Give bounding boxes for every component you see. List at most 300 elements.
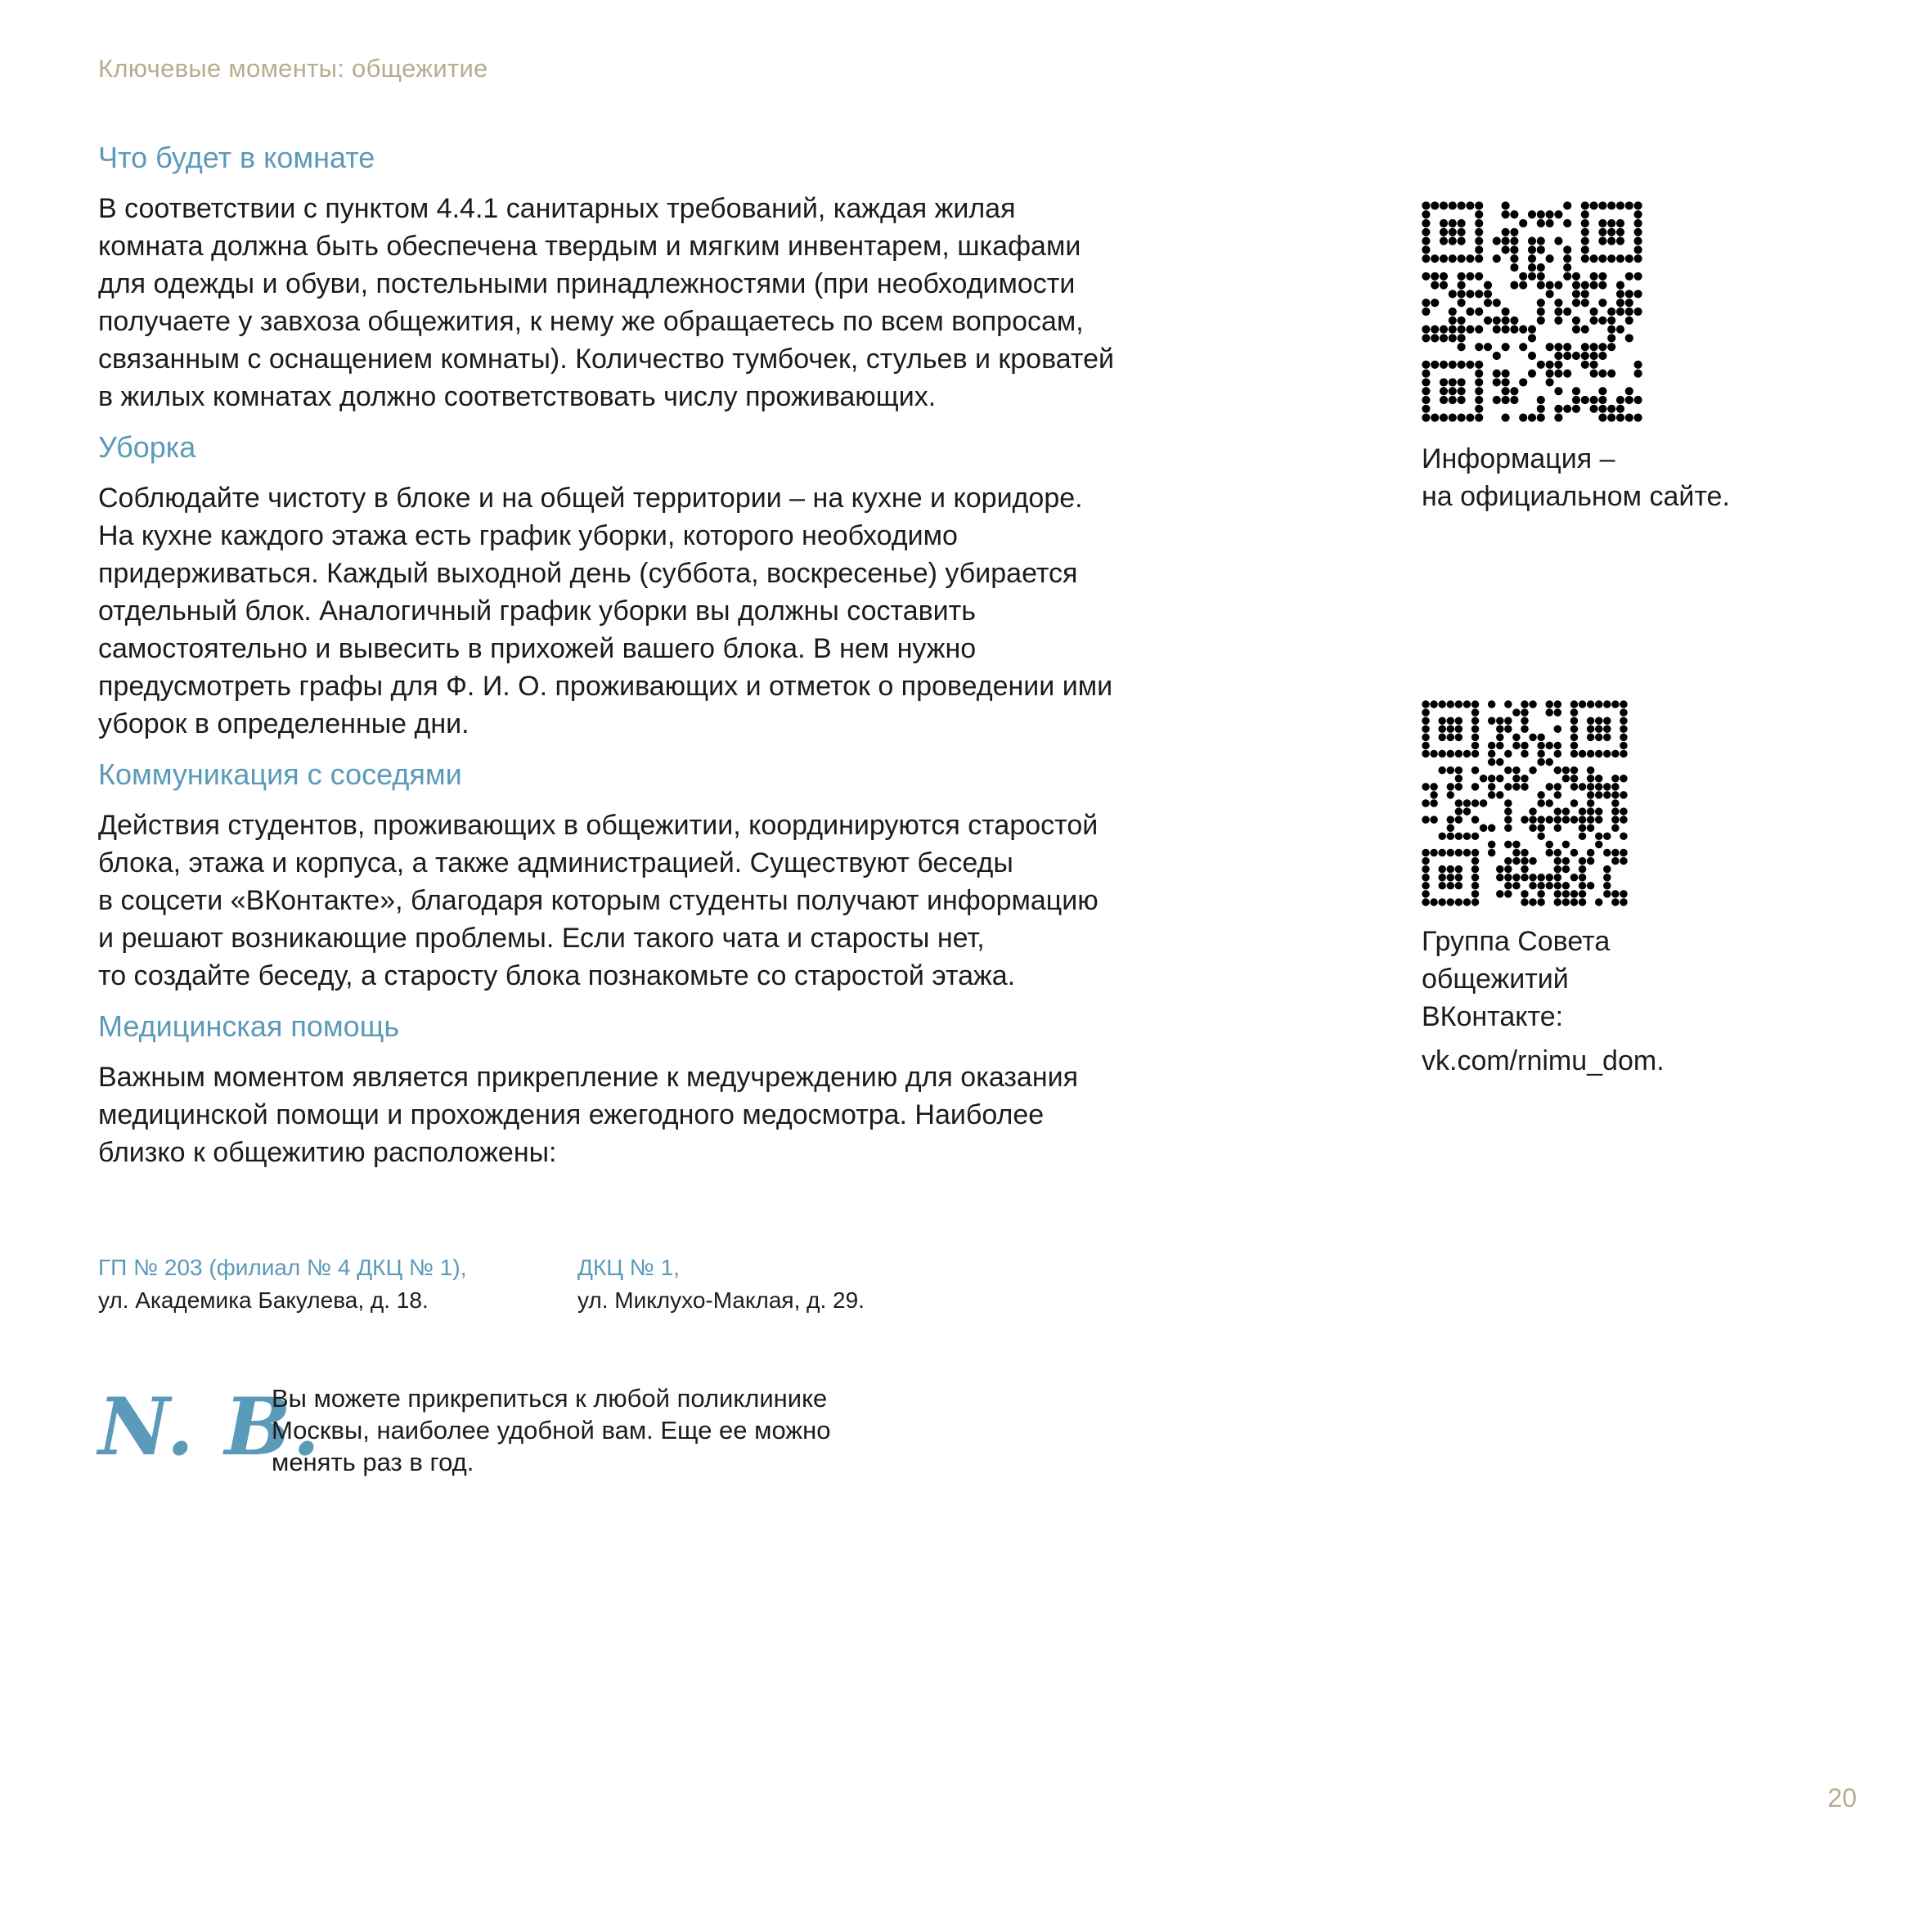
qr-module (1510, 245, 1518, 254)
text-line: менять раз в год. (272, 1448, 474, 1476)
qr-module (1554, 387, 1562, 395)
qr-module (1562, 775, 1570, 782)
qr-module (1554, 857, 1561, 865)
qr-module (1581, 396, 1589, 404)
text-line: Информация – (1422, 443, 1615, 474)
qr-module (1430, 799, 1437, 806)
qr-module (1562, 766, 1570, 774)
qr-module (1430, 849, 1437, 856)
qr-module (1587, 799, 1594, 806)
qr-module (1611, 898, 1619, 905)
qr-module (1455, 750, 1462, 757)
qr-module (1447, 783, 1454, 790)
qr-module (1581, 228, 1589, 236)
qr-module (1488, 750, 1495, 757)
qr-module (1529, 857, 1536, 865)
qr-module (1458, 414, 1466, 422)
qr-module (1581, 281, 1589, 290)
qr-module (1480, 775, 1487, 782)
qr-module (1496, 717, 1503, 724)
vk-link[interactable]: vk.com/rnimu_dom. (1422, 1045, 1665, 1076)
qr-module (1572, 405, 1580, 413)
qr-module (1458, 343, 1466, 351)
qr-module (1521, 700, 1528, 708)
qr-module (1554, 815, 1561, 823)
qr-module (1546, 849, 1553, 856)
text-line: на официальном сайте. (1422, 481, 1730, 512)
qr-module (1502, 414, 1510, 422)
qr-module (1422, 361, 1430, 369)
qr-module (1529, 815, 1536, 823)
qr-module (1512, 775, 1520, 782)
qr-module (1554, 898, 1561, 905)
clinic-item (98, 1251, 466, 1317)
qr-module (1537, 882, 1544, 889)
qr-module (1598, 201, 1606, 209)
qr-module (1554, 210, 1562, 218)
qr-module (1603, 833, 1611, 840)
qr-module (1447, 874, 1454, 881)
qr-module (1634, 254, 1642, 263)
qr-module (1519, 281, 1527, 290)
qr-module (1570, 734, 1578, 741)
qr-module (1595, 807, 1602, 815)
clinic-name: ДКЦ № 1, (577, 1255, 680, 1280)
qr-module (1554, 783, 1561, 790)
text-line: близко к общежитию расположены: (98, 1137, 557, 1168)
qr-module (1512, 766, 1520, 774)
qr-module (1587, 824, 1594, 832)
qr-module (1537, 898, 1544, 905)
qr-module (1502, 201, 1510, 209)
qr-module (1620, 791, 1627, 798)
qr-module (1528, 245, 1536, 254)
qr-module (1554, 708, 1561, 716)
qr-module (1471, 783, 1479, 790)
qr-module (1570, 742, 1578, 749)
qr-module (1519, 326, 1527, 334)
qr-module (1625, 254, 1633, 263)
qr-module (1438, 865, 1445, 873)
qr-module (1455, 865, 1462, 873)
clinic-address: ул. Академика Бакулева, д. 18. (98, 1287, 429, 1313)
qr-module (1488, 841, 1495, 848)
qr-module (1528, 263, 1536, 272)
qr-module (1422, 201, 1430, 209)
qr-module (1590, 361, 1598, 369)
qr-module (1563, 272, 1571, 281)
qr-module (1493, 254, 1501, 263)
qr-module (1570, 783, 1578, 790)
qr-module (1611, 799, 1619, 806)
qr-module (1616, 414, 1624, 422)
text-line: самостоятельно и вывесить в прихожей вашего блока. В нем нужно (98, 633, 977, 664)
qr-module (1502, 317, 1510, 325)
qr-module (1447, 791, 1454, 798)
qr-module (1570, 874, 1578, 881)
qr-module (1546, 799, 1553, 806)
qr-module (1595, 717, 1602, 724)
qr-module (1529, 882, 1536, 889)
qr-module (1455, 717, 1462, 724)
qr-module (1581, 219, 1589, 227)
qr-module (1519, 414, 1527, 422)
qr-module (1440, 272, 1448, 281)
qr-module (1587, 750, 1594, 757)
qr-module (1447, 824, 1454, 832)
qr-module (1455, 775, 1462, 782)
qr-module (1475, 405, 1483, 413)
qr-module (1590, 281, 1598, 290)
qr-module (1431, 326, 1439, 334)
qr-module (1422, 874, 1429, 881)
qr-module (1528, 334, 1536, 342)
qr-module (1587, 726, 1594, 733)
qr-module (1563, 405, 1571, 413)
qr-module (1430, 791, 1437, 798)
qr-module (1598, 405, 1606, 413)
qr-module (1422, 898, 1429, 905)
qr-module (1587, 717, 1594, 724)
qr-module (1521, 874, 1528, 881)
qr-module (1611, 815, 1619, 823)
qr-module (1595, 791, 1602, 798)
text-line: получаете у завхоза общежития, к нему же обращаетесь по всем вопросам, (98, 306, 1084, 337)
qr-module (1634, 201, 1642, 209)
qr-module (1590, 405, 1598, 413)
qr-module (1447, 700, 1454, 708)
qr-module (1504, 815, 1512, 823)
qr-module (1634, 308, 1642, 316)
qr-module (1475, 290, 1483, 298)
qr-module (1581, 210, 1589, 218)
qr-module (1458, 317, 1466, 325)
qr-module (1475, 210, 1483, 218)
qr-module (1616, 405, 1624, 413)
qr-module (1458, 290, 1466, 298)
qr-module (1496, 758, 1503, 766)
qr-module (1493, 317, 1501, 325)
qr-module (1598, 387, 1606, 395)
qr-module (1447, 734, 1454, 741)
qr-module (1554, 237, 1562, 245)
qr-module (1449, 290, 1457, 298)
qr-module (1570, 726, 1578, 733)
qr-module (1590, 343, 1598, 351)
qr-module (1590, 370, 1598, 378)
qr-module (1528, 352, 1536, 360)
qr-module (1563, 219, 1571, 227)
qr-module (1504, 874, 1512, 881)
qr-module (1595, 833, 1602, 840)
qr-module (1579, 833, 1586, 840)
qr-module (1471, 734, 1479, 741)
qr-module (1422, 299, 1430, 307)
qr-module (1554, 281, 1562, 290)
qr-module (1562, 807, 1570, 815)
section-text (98, 806, 1260, 995)
qr-module (1519, 343, 1527, 351)
qr-module (1422, 334, 1430, 342)
qr-module (1537, 824, 1544, 832)
qr-module (1458, 281, 1466, 290)
qr-module (1634, 414, 1642, 422)
qr-module (1440, 219, 1448, 227)
clinic-name: ГП № 203 (филиал № 4 ДКЦ № 1), (98, 1255, 467, 1280)
qr-module (1447, 726, 1454, 733)
qr-module (1620, 857, 1627, 865)
qr-module (1510, 317, 1518, 325)
qr-module (1471, 874, 1479, 881)
qr-module (1570, 815, 1578, 823)
qr-module (1521, 750, 1528, 757)
qr-module (1611, 824, 1619, 832)
qr-module (1440, 414, 1448, 422)
qr-module (1447, 766, 1454, 774)
qr-module (1455, 874, 1462, 881)
qr-module (1422, 308, 1430, 316)
qr-module (1502, 326, 1510, 334)
qr-module (1528, 326, 1536, 334)
qr-module (1616, 326, 1624, 334)
qr-module (1422, 708, 1429, 716)
nota-bene (98, 1382, 998, 1497)
qr-module (1422, 405, 1430, 413)
qr-module (1422, 890, 1429, 897)
qr-module (1440, 237, 1448, 245)
qr-module (1504, 783, 1512, 790)
qr-module (1590, 352, 1598, 360)
qr-module (1475, 254, 1483, 263)
qr-module (1620, 700, 1627, 708)
text-line: ВКонтакте: (1422, 1001, 1564, 1032)
text-line: в жилых комнатах должно соответствовать числу проживающих. (98, 381, 937, 412)
qr-module (1528, 370, 1536, 378)
qr-module (1598, 317, 1606, 325)
qr-module (1595, 841, 1602, 848)
qr-module (1616, 237, 1624, 245)
qr-module (1496, 874, 1503, 881)
text-line: комната должна быть обеспечена твердым и мягким инвентарем, шкафами (98, 231, 1081, 262)
qr-module (1422, 414, 1430, 422)
qr-module (1463, 700, 1471, 708)
qr-module (1430, 783, 1437, 790)
qr-module (1521, 815, 1528, 823)
qr-module (1422, 726, 1429, 733)
qr-module (1510, 210, 1518, 218)
qr-module (1537, 414, 1545, 422)
qr-module (1595, 898, 1602, 905)
nb-text (272, 1382, 942, 1478)
qr-module (1537, 396, 1545, 404)
qr-module (1502, 228, 1510, 236)
qr-module (1502, 210, 1510, 218)
qr-module (1603, 791, 1611, 798)
qr-module (1496, 890, 1503, 897)
qr-module (1598, 254, 1606, 263)
qr-module (1537, 281, 1545, 290)
qr-module (1455, 734, 1462, 741)
qr-module (1537, 219, 1545, 227)
qr-module (1449, 219, 1457, 227)
qr-module (1611, 775, 1619, 782)
qr-module (1529, 700, 1536, 708)
qr-module (1546, 219, 1554, 227)
qr-module (1438, 874, 1445, 881)
qr-module (1595, 734, 1602, 741)
qr-module (1598, 414, 1606, 422)
qr-module (1537, 317, 1545, 325)
qr-module (1579, 815, 1586, 823)
section-text (98, 1058, 1260, 1171)
qr-module (1484, 299, 1492, 307)
qr-module (1438, 734, 1445, 741)
clinics-list (98, 1251, 998, 1325)
qr-module (1562, 882, 1570, 889)
qr-module (1471, 849, 1479, 856)
qr-module (1438, 726, 1445, 733)
qr-module (1471, 708, 1479, 716)
qr-module (1529, 824, 1536, 832)
qr-module (1504, 882, 1512, 889)
qr-module (1422, 849, 1429, 856)
qr-module (1431, 414, 1439, 422)
qr-module (1625, 317, 1633, 325)
qr-module (1570, 766, 1578, 774)
qr-module (1587, 849, 1594, 856)
qr-module (1458, 378, 1466, 386)
qr-module (1620, 742, 1627, 749)
qr-module (1475, 414, 1483, 422)
qr-module (1438, 849, 1445, 856)
qr-module (1430, 750, 1437, 757)
qr-module (1440, 201, 1448, 209)
qr-module (1488, 824, 1495, 832)
qr-code-icon[interactable] (1422, 201, 1642, 422)
qr-module (1546, 254, 1554, 263)
qr-module (1493, 396, 1501, 404)
qr-module (1431, 201, 1439, 209)
qr-module (1616, 219, 1624, 227)
qr-code-icon[interactable] (1422, 700, 1628, 906)
qr-module (1438, 700, 1445, 708)
qr-module (1570, 775, 1578, 782)
qr-module (1546, 742, 1553, 749)
qr-module (1537, 874, 1544, 881)
qr-module (1603, 890, 1611, 897)
qr-module (1447, 882, 1454, 889)
text-line: отдельный блок. Аналогичный график уборки вы должны составить (98, 595, 976, 627)
qr-module (1603, 726, 1611, 733)
qr-module (1572, 272, 1580, 281)
qr-module (1590, 317, 1598, 325)
qr-module (1607, 237, 1615, 245)
qr-module (1537, 263, 1545, 272)
qr-module (1570, 849, 1578, 856)
qr-module (1554, 874, 1561, 881)
qr-module (1579, 890, 1586, 897)
qr-module (1581, 361, 1589, 369)
qr-module (1572, 387, 1580, 395)
qr-module (1447, 815, 1454, 823)
qr-module (1603, 865, 1611, 873)
qr-module (1431, 281, 1439, 290)
qr-module (1463, 750, 1471, 757)
qr-module (1475, 387, 1483, 395)
qr-module (1493, 370, 1501, 378)
qr-module (1475, 361, 1483, 369)
qr-module (1512, 849, 1520, 856)
qr-module (1422, 237, 1430, 245)
qr-module (1471, 799, 1479, 806)
qr-module (1581, 245, 1589, 254)
qr-module (1554, 807, 1561, 815)
qr-module (1521, 849, 1528, 856)
qr-module (1447, 849, 1454, 856)
qr-module (1493, 237, 1501, 245)
qr-module (1554, 750, 1561, 757)
qr-module (1521, 898, 1528, 905)
qr-module (1455, 898, 1462, 905)
qr-module (1484, 343, 1492, 351)
qr-module (1546, 281, 1554, 290)
qr-module (1449, 378, 1457, 386)
qr-module (1616, 254, 1624, 263)
qr-module (1546, 290, 1554, 298)
qr-module (1603, 874, 1611, 881)
qr-module (1422, 387, 1430, 395)
qr-module (1496, 791, 1503, 798)
qr-module (1471, 742, 1479, 749)
qr-module (1598, 281, 1606, 290)
qr-module (1537, 750, 1544, 757)
qr-module (1620, 849, 1627, 856)
qr-module (1537, 833, 1544, 840)
qr-module (1554, 700, 1561, 708)
qr-module (1579, 700, 1586, 708)
qr-module (1504, 890, 1512, 897)
qr-module (1562, 841, 1570, 848)
qr-module (1563, 245, 1571, 254)
qr-module (1422, 783, 1429, 790)
qr-module (1504, 726, 1512, 733)
text-line: блока, этажа и корпуса, а также администрацией. Существуют беседы (98, 847, 1013, 878)
qr-module (1528, 237, 1536, 245)
qr-module (1537, 791, 1544, 798)
qr-module (1455, 799, 1462, 806)
qr-module (1590, 396, 1598, 404)
qr-module (1546, 758, 1553, 766)
qr-module (1449, 334, 1457, 342)
text-line: Соблюдайте чистоту в блоке и на общей территории – на кухне и коридоре. (98, 483, 1083, 514)
qr-module (1554, 849, 1561, 856)
text-line: общежитий (1422, 964, 1569, 995)
qr-module (1607, 228, 1615, 236)
main-content (98, 139, 1260, 1184)
qr-module (1607, 370, 1615, 378)
qr-module (1422, 210, 1430, 218)
text-line: Важным моментом является прикрепление к медучреждению для оказания (98, 1062, 1079, 1093)
qr-module (1431, 299, 1439, 307)
section-text (98, 479, 1260, 743)
qr-module (1488, 791, 1495, 798)
qr-module (1607, 326, 1615, 334)
qr-module (1449, 396, 1457, 404)
qr-module (1581, 343, 1589, 351)
qr-module (1579, 750, 1586, 757)
qr-module (1471, 882, 1479, 889)
page-number: 20 (1827, 1783, 1857, 1813)
